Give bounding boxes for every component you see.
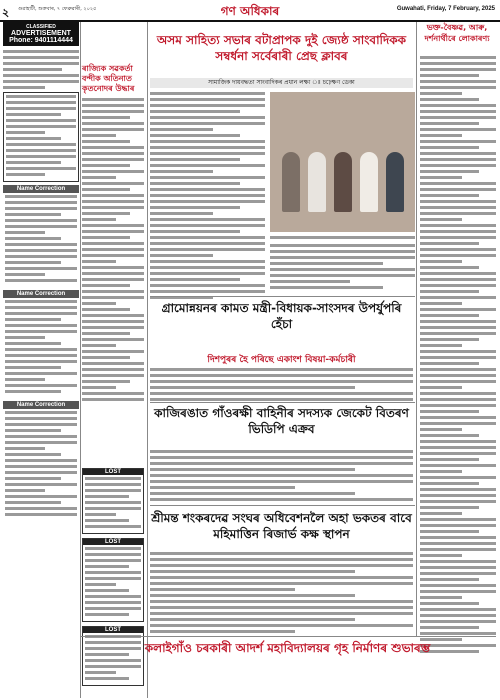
story-5-headline: কলাইগাঁও চৰকাৰী আদৰ্শ মহাবিদ্যালয়ৰ গৃহ নিৰ্মাণৰ শুভাৰম্ভ [144,641,431,655]
story-2-body [150,368,413,404]
story-1-headline: অসম সাহিত্য সভাৰ বটাপ্ৰাপক দুই জ্যেষ্ঠ সাংবাদিকক সম্বৰ্ধনা সৰ্বেৰাৰী প্ৰেছ ক্লাবৰ [156,33,407,63]
classified-banner [3,22,79,46]
column-divider-2 [147,22,148,698]
classified-label: CLASSIFIED [26,24,56,30]
story-1-photo [270,92,415,232]
notice-text [3,193,79,287]
section-divider-2 [150,402,415,403]
name-correction-heading-2: Name Correction [3,290,79,298]
classified-title: ADVERTISEMENT [11,30,71,37]
story-3-body [150,450,413,504]
story-4-body [150,552,413,636]
story-1-body-2 [270,244,415,292]
masthead: গণ অধিকাৰ [220,4,280,18]
notice-text-2 [3,298,79,398]
name-correction-heading: Name Correction [3,185,79,193]
lost-notice-2 [82,538,144,622]
right-story-headline: ভক্ত-বৈষ্ণৱ, আৰু, দৰ্শনাৰ্থীৰে লোকাৰণ্য [424,23,490,43]
story-4-headline: শ্ৰীমন্ত শংকৰদেৱ সংঘৰ অধিবেশনলৈ অহা ভকতৰ বাবে মহিমাত্তিন ৰিজাৰ্ভ কক্ষ স্থাপন [151,511,412,541]
lost-heading-2: LOST [83,539,143,545]
section-divider-3 [150,505,415,506]
lost-notice [82,468,144,534]
notice-box [3,92,79,182]
date-left: গুৱাহাটী, শুক্ৰবাৰ, ৭ ফেব্ৰুৱাৰী, ২০২৫ [18,6,97,12]
notice-text-3 [3,409,79,521]
column-divider [80,22,81,698]
story-1-subhead: সামাজিক দায়বদ্ধতা সাংবাদিকৰ প্ৰধান লক্ষ্য ঃ চঢ়েক্ষণ ডেকা [150,78,413,88]
section-divider-4 [80,636,496,637]
date-right: Guwahati, Friday, 7 February, 2025 [396,6,495,12]
section-divider-1 [150,296,415,297]
classified-column [3,22,79,698]
story-3-headline: কাজিৰঙাত গাঁওৰক্ষী বাহিনীৰ সদস্যক জেকেট বিতৰণ ভিডিপি এক্ৰব [154,406,409,436]
left-story [82,64,144,404]
page-number: ২ [2,6,10,19]
left-story-body [82,98,144,401]
lost-heading: LOST [83,469,143,475]
story-1-body [150,92,265,302]
right-story-body [420,56,496,656]
left-story-headline: ৰাজ্যিক সৱকৰ্তা বন্দীক অতিনাত কৃতনোদৰ উদ্ধাৰ [82,64,135,93]
story-1-photo-caption [270,236,415,242]
name-correction-heading-3: Name Correction [3,401,79,409]
column-divider-3 [416,22,417,637]
classified-text-block [3,50,79,89]
story-2-subhead: দিশপুৰৰ হৈ পৰিছে একাংশ বিষয়া-কৰ্মচাৰী [207,355,356,365]
story-2-headline: গ্ৰামোন্নয়নৰ কামত মন্ত্ৰী-বিধায়ক-সাংসদৰ উপৰ্যুপৰি হেঁচা [161,301,402,331]
lost-heading-3: LOST [83,627,143,633]
classified-phone: Phone: 9401114444 [9,37,73,44]
